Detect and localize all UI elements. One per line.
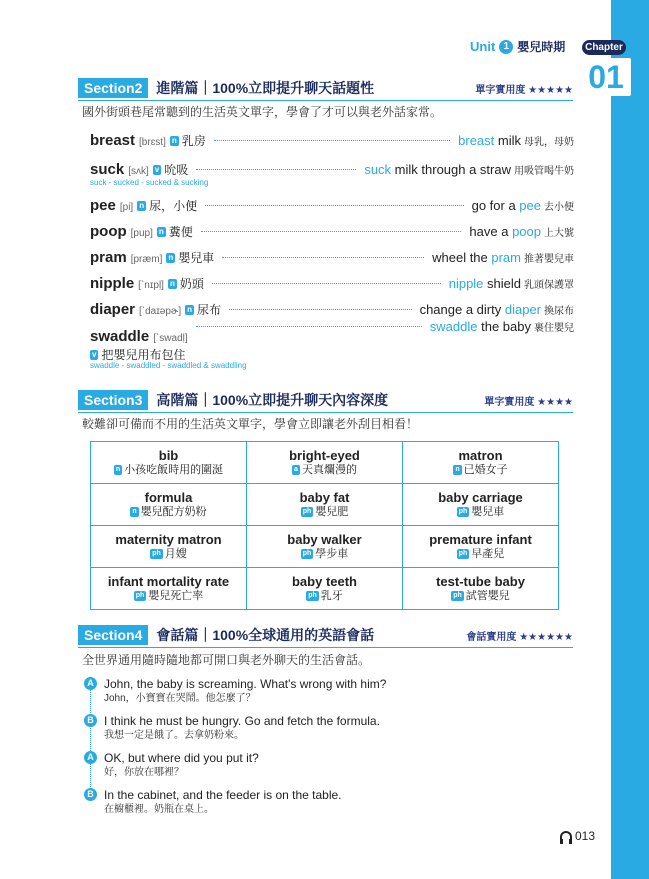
cell-meaning: 天真爛漫的 [301,464,357,476]
vocab-row [90,319,574,364]
cell-meaning-line [247,547,402,561]
phrase-translation: 上大號 [544,228,574,239]
part-of-speech-badge: n [132,508,137,516]
table-cell [403,442,559,484]
vocab-meaning: 糞便 [168,225,193,239]
vocab-entry [90,249,214,267]
table-row [91,442,559,484]
speaker-badge: B [84,788,97,801]
vocab-meaning: 奶頭 [179,277,204,291]
phrase-translation: 裹住嬰兒 [534,323,574,334]
vocab-row [90,132,574,150]
section4-rating: 會話實用度 ★★★★★★ [466,632,573,643]
phrase-suffix: the baby [477,319,531,334]
vocab-row [90,249,574,267]
vocab-phonetic: [ˋswadḷ] [153,333,188,344]
dialogue-english: John, the baby is screaming. What's wrong with him? [104,677,387,691]
table-cell [403,526,559,568]
vocab-phonetic: [brɛst] [139,137,166,148]
phrase-keyword: breast [458,133,495,148]
unit-title: 嬰兒時期 [517,40,566,54]
vocab-row [90,301,574,319]
vocab-word: suck [90,161,125,178]
part-of-speech-badge: ph [308,592,317,600]
cell-meaning-line [403,547,558,561]
dialogue-chinese: 好，你放在哪裡？ [104,767,184,778]
vocab-entry [90,328,188,364]
dialogue-english: OK, but where did you put it? [104,751,259,765]
table-cell [247,484,403,526]
phrase-keyword: poop [512,224,541,239]
table-cell [247,568,403,610]
vocab-word: pram [90,249,127,266]
phrase-prefix: have a [469,224,513,239]
chapter-number: 01 [581,58,631,96]
vocab-phonetic: [sʌk] [128,166,149,177]
section4-description: 全世界通用隨時隨地都可開口與老外聊天的生活會話。 [82,653,371,667]
example-phrase [364,162,574,177]
section3-label: Section3 [78,390,148,410]
cell-word: baby carriage [438,490,523,505]
example-phrase [420,302,574,317]
dotted-leader [229,309,412,310]
cell-meaning-line [91,547,246,561]
cell-word: infant mortality rate [107,574,230,589]
dialogue-line [84,788,554,817]
vocab-phonetic: [ˋnɪpḷ] [138,280,164,291]
part-of-speech-badge: ph [302,508,312,516]
speaker-badge: A [84,677,97,690]
dialogue-line [84,677,554,706]
table-row [91,568,559,610]
phrase-keyword: swaddle [429,319,478,334]
part-of-speech-badge: ph [152,550,161,558]
part-of-speech-badge: n [168,252,174,262]
verb-forms: swaddle - swaddled - swaddled & swaddling [90,361,247,370]
table-row [91,526,559,568]
cell-word: matron [458,448,503,463]
table-cell [403,484,559,526]
phrase-translation: 乳頭保護罩 [524,280,574,291]
vocab-entry [90,301,221,319]
example-phrase [432,250,574,265]
table-cell [247,442,403,484]
phrase-keyword: diaper [504,302,541,317]
example-phrase [458,133,574,148]
dialogue-chinese: John，小寶寶在哭鬧。他怎麼了？ [104,693,256,704]
part-of-speech-badge: n [115,466,121,474]
part-of-speech-badge: n [171,135,177,145]
cell-meaning: 嬰兒死亡率 [148,590,204,602]
section3-description: 較難卻可備而不用的生活英文單字，學會立即讓老外刮目相看！ [82,417,419,431]
phrase-suffix: shield [483,276,521,291]
part-of-speech-badge: ph [302,550,312,558]
part-of-speech-badge: ph [458,550,468,558]
cell-word: test-tube baby [436,574,525,589]
vocab-row [90,223,574,241]
cell-meaning-line [91,589,246,603]
phrase-translation: 去小便 [544,202,574,213]
phrase-keyword: nipple [448,276,484,291]
vocab-entry [90,161,188,179]
vocab-meaning: 乳房 [181,134,206,148]
part-of-speech-badge: ph [453,592,462,600]
vocab-word: nipple [90,275,135,292]
cell-word: bib [158,448,179,463]
section2-rating: 單字實用度 ★★★★★ [475,85,573,96]
dotted-leader [196,169,356,170]
unit-label: Unit [470,39,496,54]
cell-meaning: 已婚女子 [463,464,508,476]
phrase-prefix: wheel the [432,250,492,265]
vocab-entry [90,275,204,293]
vocab-word: swaddle [90,328,150,345]
section2-title: 進階篇｜100%立即提升聊天話題性 [156,80,375,96]
phrase-translation: 換尿布 [544,306,574,317]
cell-word: bright-eyed [289,448,360,463]
part-of-speech-badge: n [187,304,192,314]
unit-header [470,38,565,55]
example-phrase [472,198,574,213]
dialogue-chinese: 我想一定是餓了。去拿奶粉來。 [104,730,244,741]
cell-meaning-line [247,589,402,603]
vocab-meaning: 把嬰兒用布包住 [101,348,186,362]
cell-word: premature infant [429,532,532,547]
section4-header [78,625,573,645]
dotted-leader [205,205,463,206]
vocab-row [90,275,574,293]
chapter-sidebar [611,0,649,879]
vocab-phonetic: [ˋdaɪəpɚ] [139,306,182,317]
table-row [91,484,559,526]
vocab-word: pee [90,197,116,214]
cell-meaning-line [403,463,558,477]
vocab-phonetic: [præm] [130,254,163,265]
cell-meaning-line [247,505,402,519]
example-phrase [430,319,574,334]
page-number: 013 [575,829,596,843]
cell-meaning: 學步車 [315,548,349,560]
vocab-row [90,197,574,215]
section3-vocab-table [90,441,559,610]
phrase-suffix: milk through a straw [391,162,511,177]
vocab-meaning: 吮吸 [164,163,189,177]
section4-label: Section4 [78,625,148,645]
vocab-entry [90,197,197,215]
table-cell [91,442,247,484]
vocab-word: breast [90,132,136,149]
vocab-meaning: 尿布 [197,303,222,317]
vocab-meaning: 嬰兒車 [178,251,215,265]
part-of-speech-badge: ph [458,508,468,516]
cell-word: maternity matron [115,532,222,547]
phrase-keyword: pram [491,250,521,265]
phrase-keyword: suck [364,162,392,177]
dialogue-line [84,751,554,780]
part-of-speech-badge: v [154,164,160,174]
table-cell [91,484,247,526]
table-cell [403,568,559,610]
headphones-icon [560,831,572,841]
dotted-leader [196,326,422,327]
phrase-prefix: go for a [471,198,520,213]
section2-header [78,78,573,98]
part-of-speech-badge: n [139,200,145,210]
cell-meaning: 嬰兒肥 [315,506,349,518]
vocab-entry [90,223,193,241]
verb-forms: suck - sucked - sucked & sucking [90,178,209,187]
cell-meaning: 乳牙 [320,590,343,602]
cell-meaning-line [403,505,558,519]
phrase-suffix: milk [494,133,521,148]
dialogue-line [84,714,554,743]
dotted-leader [201,231,462,232]
phrase-keyword: pee [519,198,541,213]
vocab-phonetic: [pi] [119,202,134,213]
cell-meaning: 嬰兒配方奶粉 [140,506,207,518]
cell-meaning: 小孩吃飯時用的圍涎 [124,464,224,476]
table-cell [247,526,403,568]
vocab-word: diaper [90,301,136,318]
section2-label: Section2 [78,78,148,98]
example-phrase [449,276,574,291]
dialogue-english: In the cabinet, and the feeder is on the table. [104,788,342,802]
part-of-speech-badge: ph [135,592,145,600]
unit-number: 1 [499,40,513,54]
section4-title: 會話篇｜100%全球通用的英語會話 [156,627,375,643]
vocab-meaning: 尿，小便 [149,199,198,213]
vocab-entry [90,132,206,150]
cell-word: formula [144,490,193,505]
dialogue-english: I think he must be hungry. Go and fetch the formula. [104,714,380,728]
vocab-row [90,161,574,179]
cell-meaning: 試管嬰兒 [465,590,510,602]
section3-header [78,390,573,410]
part-of-speech-badge: a [294,466,298,474]
cell-word: baby walker [287,532,362,547]
cell-meaning: 月嫂 [164,548,187,560]
part-of-speech-badge: n [158,226,164,236]
dotted-leader [222,257,424,258]
cell-meaning-line [403,589,558,603]
cell-meaning: 早產兒 [471,548,505,560]
phrase-translation: 推著嬰兒車 [524,254,574,265]
vocab-phonetic: [pup] [130,228,153,239]
section3-title: 高階篇｜100%立即提升聊天內容深度 [156,392,389,408]
cell-meaning-line [247,463,402,477]
dotted-leader [212,283,441,284]
cell-meaning-line [91,463,246,477]
page-footer [560,829,595,843]
part-of-speech-badge: v [92,349,97,359]
speaker-badge: A [84,751,97,764]
section2-description: 國外街頭巷尾常聽到的生活英文單字，學會了才可以與老外話家常。 [82,105,443,119]
example-phrase [469,224,574,239]
vocab-word: poop [90,223,127,240]
phrase-prefix: change a dirty [419,302,505,317]
section3-rating: 單字實用度 ★★★★ [484,397,573,408]
table-cell [91,568,247,610]
phrase-translation: 用吸管喝牛奶 [514,166,574,177]
cell-word: baby teeth [291,574,357,589]
part-of-speech-badge: n [169,278,175,288]
part-of-speech-badge: n [455,466,460,474]
cell-meaning-line [91,505,246,519]
chapter-label: Chapter [582,40,626,55]
speaker-badge: B [84,714,97,727]
dialogue-chinese: 在櫥櫃裡。奶瓶在桌上。 [104,804,214,815]
dotted-leader [214,140,450,141]
table-cell [91,526,247,568]
cell-word: baby fat [299,490,350,505]
phrase-translation: 母乳，母奶 [524,137,574,148]
cell-meaning: 嬰兒車 [471,506,505,518]
